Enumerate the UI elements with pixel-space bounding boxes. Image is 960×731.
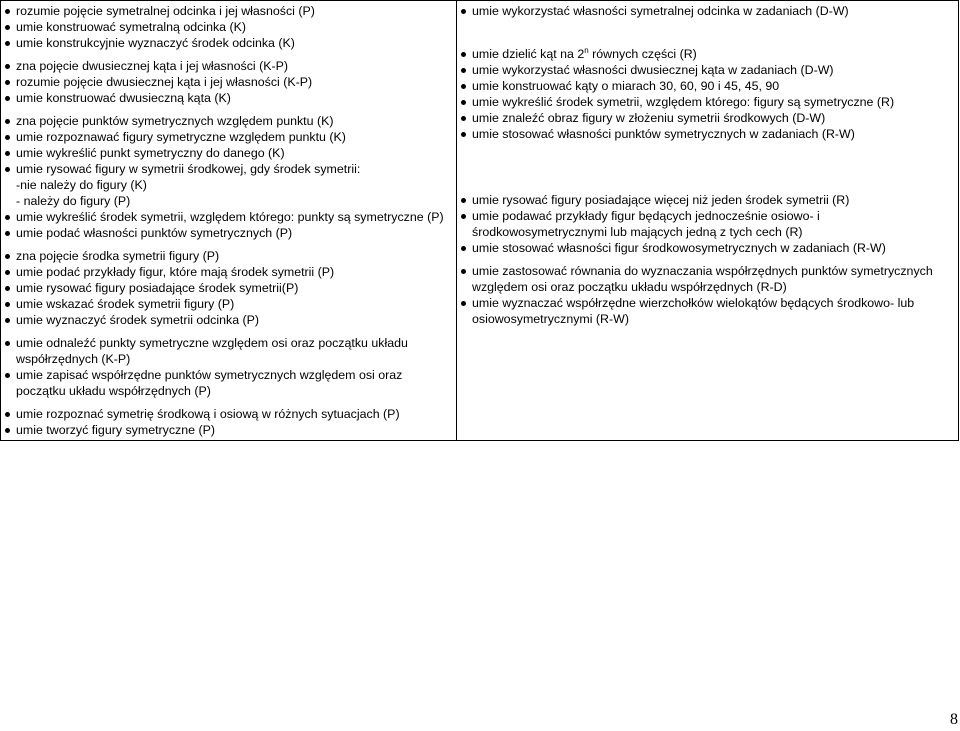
basic-requirements-cell	[1, 1, 457, 441]
list-item: umie wyznaczać współrzędne wierzchołków wielokątów będących środkowo- lub osiowosymetrycznymi (R-W)	[460, 295, 956, 327]
list-item: umie wykorzystać własności dwusiecznej kąta w zadaniach (D-W)	[460, 62, 956, 78]
list-item: umie zapisać współrzędne punktów symetrycznych względem osi oraz początku układu współrzędnych (P)	[4, 367, 454, 399]
right-group-center	[460, 192, 956, 256]
left-group	[4, 248, 454, 328]
list-item: umie wskazać środek symetrii figury (P)	[4, 296, 454, 312]
superscript: n	[584, 45, 589, 55]
table-row	[1, 1, 959, 441]
left-group	[4, 113, 454, 241]
list-item: umie podać własności punktów symetrycznych (P)	[4, 225, 454, 241]
list-item: -nie należy do figury (K)	[16, 178, 147, 192]
list-item: umie stosować własności punktów symetrycznych w zadaniach (R-W)	[460, 126, 956, 142]
list-item: zna pojęcie środka symetrii figury (P)	[4, 248, 454, 264]
list-item: umie wyznaczyć środek symetrii odcinka (P)	[4, 312, 454, 328]
list-item: umie konstruować kąty o miarach 30, 60, 90 i 45, 45, 90	[460, 78, 956, 94]
left-group	[4, 335, 454, 399]
list-item	[460, 46, 956, 62]
list-item: umie rozpoznawać figury symetryczne względem punktu (K)	[4, 129, 454, 145]
list-item: umie znaleźć obraz figury w złożeniu symetrii środkowych (D-W)	[460, 110, 956, 126]
list-item: umie rysować figury posiadające środek symetrii(P)	[4, 280, 454, 296]
list-item: umie wykorzystać własności symetralnej odcinka w zadaniach (D-W)	[460, 3, 956, 19]
list-item: zna pojęcie punktów symetrycznych względem punktu (K)	[4, 113, 454, 129]
item-text: równych części (R)	[588, 47, 697, 61]
left-group	[4, 406, 454, 438]
list-item: umie wykreślić środek symetrii, względem którego: punkty są symetryczne (P)	[4, 209, 454, 225]
list-item: umie odnaleźć punkty symetryczne względem osi oraz początku układu współrzędnych (K-P)	[4, 335, 454, 367]
list-item: umie rysować figury w symetrii środkowej, gdy środek symetrii:	[4, 161, 454, 177]
page-number: 8	[950, 711, 958, 728]
list-item: umie rozpoznać symetrię środkową i osiową w różnych sytuacjach (P)	[4, 406, 454, 422]
list-item: umie wykreślić punkt symetryczny do danego (K)	[4, 145, 454, 161]
list-item: rozumie pojęcie dwusiecznej kąta i jej własności (K-P)	[4, 74, 454, 90]
left-group	[4, 58, 454, 106]
list-item: rozumie pojęcie symetralnej odcinka i jej własności (P)	[4, 3, 454, 19]
left-group	[4, 3, 454, 51]
list-item: - należy do figury (P)	[16, 194, 131, 208]
list-item: umie stosować własności figur środkowosymetrycznych w zadaniach (R-W)	[460, 240, 956, 256]
list-item: umie podawać przykłady figur będących jednocześnie osiowo- i środkowosymetrycznymi lub mających jedną z tych cech (R)	[460, 208, 956, 240]
right-group-angle	[460, 46, 956, 142]
extended-requirements-cell	[457, 1, 959, 441]
list-item: umie konstruować symetralną odcinka (K)	[4, 19, 454, 35]
right-group-bisector	[460, 3, 956, 19]
list-item: zna pojęcie dwusiecznej kąta i jej własności (K-P)	[4, 58, 454, 74]
list-item: umie rysować figury posiadające więcej niż jeden środek symetrii (R)	[460, 192, 956, 208]
list-item: umie konstruować dwusieczną kąta (K)	[4, 90, 454, 106]
list-item: umie tworzyć figury symetryczne (P)	[4, 422, 454, 438]
list-item: umie wykreślić środek symetrii, względem którego: figury są symetryczne (R)	[460, 94, 956, 110]
list-item: umie zastosować równania do wyznaczania współrzędnych punktów symetrycznych względem osi oraz początku układu współrzędnych (R-D)	[460, 263, 956, 295]
right-group-coordinates	[460, 263, 956, 327]
list-item: umie podać przykłady figur, które mają środek symetrii (P)	[4, 264, 454, 280]
list-item: umie konstrukcyjnie wyznaczyć środek odcinka (K)	[4, 35, 454, 51]
item-text: umie dzielić kąt na 2	[472, 47, 585, 61]
left-requirements-list	[4, 3, 454, 438]
